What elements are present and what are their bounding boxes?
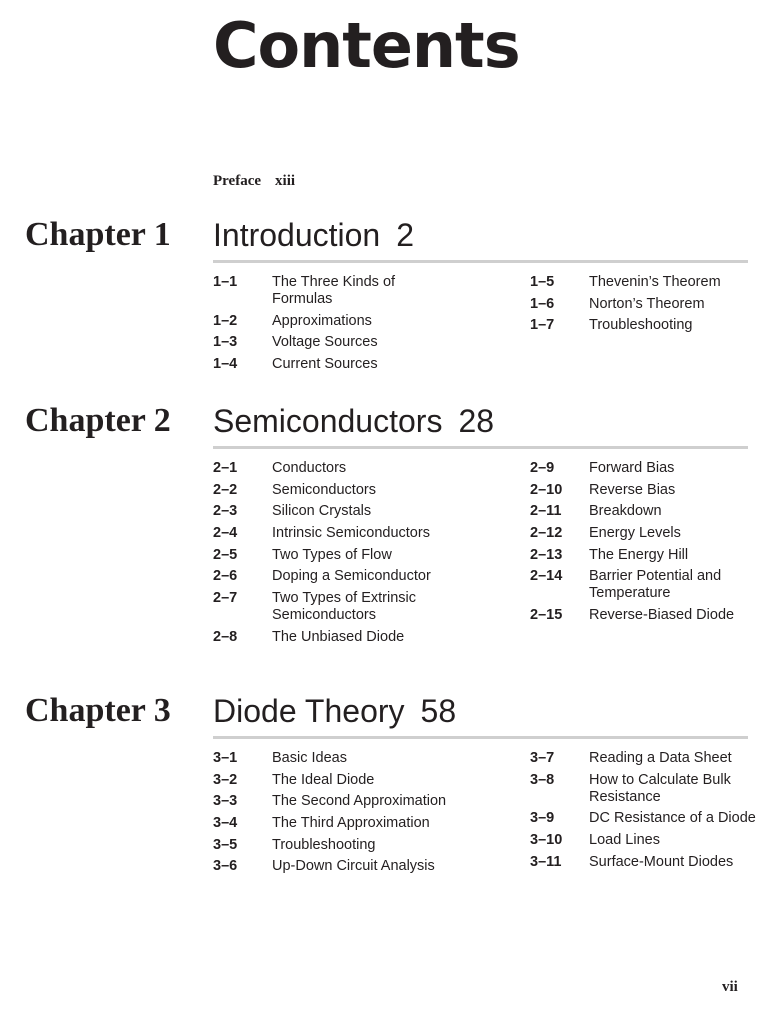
- chapter-title[interactable]: [213, 399, 494, 443]
- section-number: 1–4: [213, 356, 238, 373]
- section-title: Up-Down Circuit Analysis: [272, 858, 435, 875]
- section-number: 2–9: [530, 460, 555, 476]
- section-title: Energy Levels: [589, 525, 681, 542]
- preface-label: Preface: [213, 173, 262, 189]
- section-title: The Unbiased Diode: [272, 628, 405, 645]
- section-entry[interactable]: [213, 482, 453, 499]
- section-title: Two Types of Flow: [272, 546, 392, 563]
- section-number: 1–2: [213, 312, 238, 329]
- section-number: 3–11: [530, 853, 562, 870]
- section-title: Doping a Semiconductor: [272, 568, 431, 585]
- section-entry[interactable]: [213, 568, 453, 585]
- section-number: 2–1: [213, 460, 238, 476]
- chapter-label: Chapter 2: [25, 402, 171, 439]
- chapter-page-number: 58: [420, 693, 457, 729]
- chapter-page-number: 2: [396, 217, 415, 253]
- section-number: 2–4: [213, 525, 238, 542]
- section-list-left: [213, 274, 453, 378]
- section-number: 3–9: [530, 810, 555, 827]
- section-title: Current Sources: [272, 356, 378, 373]
- section-title: The Energy Hill: [589, 546, 689, 563]
- section-entry[interactable]: [530, 482, 768, 499]
- chapter-title[interactable]: [213, 213, 414, 257]
- section-list-right: [530, 274, 768, 339]
- section-entry[interactable]: [530, 317, 768, 334]
- section-number: 2–2: [213, 481, 238, 498]
- page-title: Contents: [213, 9, 520, 82]
- section-title: Reverse Bias: [589, 481, 676, 498]
- section-entry[interactable]: [213, 356, 453, 373]
- section-title: Intrinsic Semiconductors: [272, 525, 430, 542]
- section-title: Troubleshooting: [589, 317, 693, 334]
- section-entry[interactable]: [213, 460, 453, 477]
- section-number: 2–12: [530, 525, 563, 542]
- page-folio-number: vii: [722, 979, 738, 995]
- section-entry[interactable]: [530, 832, 768, 849]
- section-title: The Second Approximation: [272, 793, 447, 810]
- chapter-title-text: Diode Theory: [213, 693, 405, 729]
- section-list-right: [530, 750, 768, 875]
- section-entry[interactable]: [530, 547, 768, 564]
- section-title: The Three Kinds of Formulas: [272, 274, 396, 307]
- section-title: Silicon Crystals: [272, 503, 372, 520]
- section-title: Two Types of Extrinsic Semiconductors: [272, 590, 416, 624]
- section-number: 2–14: [530, 568, 563, 585]
- section-number: 3–8: [530, 771, 555, 788]
- section-title: The Third Approximation: [272, 815, 430, 832]
- section-entry[interactable]: [213, 837, 453, 854]
- section-number: 3–7: [530, 750, 555, 766]
- section-number: 1–7: [530, 317, 555, 334]
- section-title: Basic Ideas: [272, 750, 347, 766]
- chapter-title[interactable]: [213, 689, 456, 733]
- chapter-label: Chapter 3: [25, 692, 171, 729]
- section-number: 3–6: [213, 858, 238, 875]
- section-number: 2–5: [213, 546, 238, 563]
- section-entry[interactable]: [213, 750, 453, 767]
- section-title: DC Resistance of a Diode: [589, 810, 756, 827]
- section-entry[interactable]: [213, 525, 453, 542]
- section-number: 2–11: [530, 503, 562, 520]
- section-title: Breakdown: [589, 503, 662, 520]
- section-title: Load Lines: [589, 832, 660, 849]
- section-number: 2–13: [530, 546, 563, 563]
- section-number: 3–1: [213, 750, 238, 766]
- section-list-left: [213, 460, 453, 651]
- section-number: 1–5: [530, 274, 555, 290]
- section-number: 3–3: [213, 793, 238, 810]
- chapter-title-text: Semiconductors: [213, 403, 443, 439]
- section-title: Approximations: [272, 312, 372, 329]
- section-number: 2–10: [530, 481, 563, 498]
- section-number: 1–6: [530, 295, 555, 312]
- section-entry[interactable]: [213, 793, 453, 810]
- section-title: The Ideal Diode: [272, 771, 375, 788]
- section-entry[interactable]: [213, 334, 453, 351]
- chapter-divider: [213, 260, 748, 263]
- preface-entry[interactable]: [213, 171, 295, 191]
- section-entry[interactable]: [530, 296, 768, 313]
- section-entry[interactable]: [530, 772, 768, 806]
- chapter-title-text: Introduction: [213, 217, 381, 253]
- chapter-divider: [213, 446, 748, 449]
- section-title: Thevenin’s Theorem: [589, 274, 721, 290]
- section-number: 3–4: [213, 815, 238, 832]
- section-entry[interactable]: [530, 525, 768, 542]
- section-number: 2–3: [213, 503, 238, 520]
- section-list-left: [213, 750, 453, 880]
- section-entry[interactable]: [530, 568, 768, 602]
- section-number: 3–5: [213, 836, 238, 853]
- section-title: Reverse-Biased Diode: [589, 607, 735, 624]
- section-entry[interactable]: [530, 810, 768, 827]
- section-entry[interactable]: [530, 274, 768, 291]
- section-number: 1–1: [213, 274, 238, 290]
- section-entry[interactable]: [530, 460, 768, 477]
- section-title: Troubleshooting: [272, 836, 376, 853]
- section-entry[interactable]: [530, 503, 768, 520]
- preface-page-number: xiii: [275, 173, 296, 189]
- section-number: 1–3: [213, 334, 238, 351]
- section-entry[interactable]: [213, 772, 453, 789]
- section-title: Norton’s Theorem: [589, 295, 705, 312]
- section-title: Barrier Potential and Temperature: [589, 568, 722, 602]
- chapter-page-number: 28: [458, 403, 495, 439]
- section-entry[interactable]: [213, 858, 453, 875]
- section-entry[interactable]: [213, 274, 453, 308]
- section-title: Forward Bias: [589, 460, 675, 476]
- section-number: 2–6: [213, 568, 238, 585]
- section-title: Conductors: [272, 460, 347, 476]
- section-entry[interactable]: [213, 629, 453, 646]
- section-entry[interactable]: [530, 854, 768, 871]
- section-entry[interactable]: [213, 503, 453, 520]
- section-title: How to Calculate Bulk Resistance: [589, 771, 731, 805]
- section-number: 2–7: [213, 590, 238, 607]
- section-entry[interactable]: [213, 313, 453, 330]
- chapter-divider: [213, 736, 748, 739]
- section-entry[interactable]: [213, 815, 453, 832]
- section-number: 3–10: [530, 832, 563, 849]
- section-entry[interactable]: [530, 750, 768, 767]
- section-number: 2–15: [530, 607, 563, 624]
- section-title: Reading a Data Sheet: [589, 750, 732, 766]
- section-title: Surface-Mount Diodes: [589, 853, 734, 870]
- section-number: 3–2: [213, 771, 238, 788]
- section-entry[interactable]: [530, 607, 768, 624]
- chapter-label: Chapter 1: [25, 216, 171, 253]
- section-entry[interactable]: [213, 590, 453, 624]
- section-list-right: [530, 460, 768, 629]
- section-number: 2–8: [213, 628, 238, 645]
- section-title: Voltage Sources: [272, 334, 378, 351]
- section-entry[interactable]: [213, 547, 453, 564]
- section-title: Semiconductors: [272, 481, 376, 498]
